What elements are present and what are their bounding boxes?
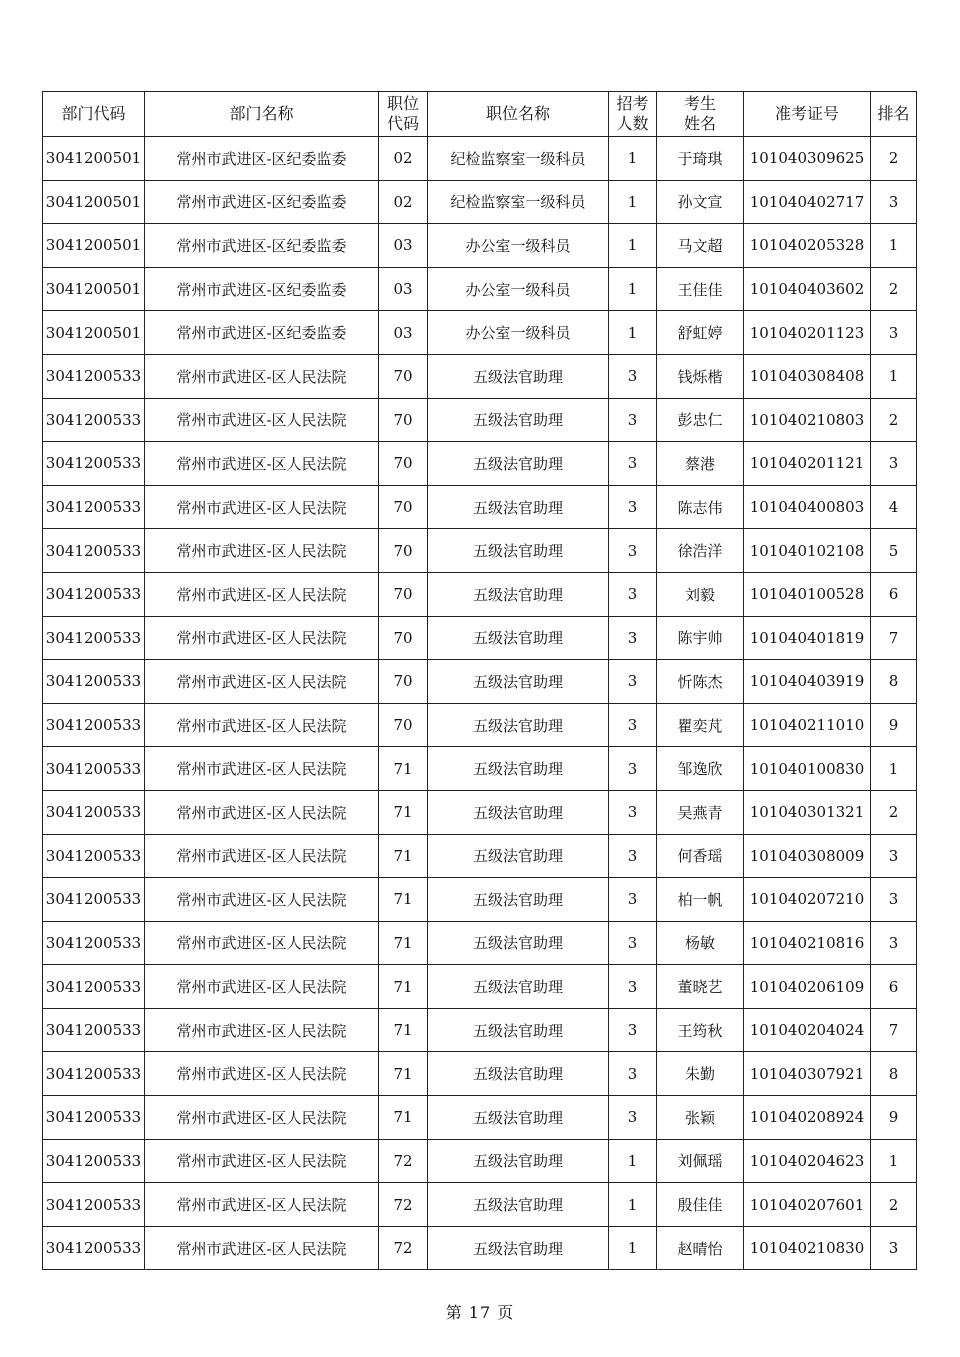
cell-rank: 8 <box>871 1052 917 1096</box>
cell-quota: 3 <box>609 1096 657 1140</box>
cell-position-name: 五级法官助理 <box>428 878 609 922</box>
cell-dept-name: 常州市武进区-区人民法院 <box>145 1183 379 1227</box>
cell-quota: 3 <box>609 485 657 529</box>
cell-ticket-number: 101040211010 <box>744 703 871 747</box>
column-header-line: 招考 <box>616 94 649 113</box>
cell-quota: 3 <box>609 616 657 660</box>
cell-position-code: 03 <box>379 267 428 311</box>
cell-dept-name: 常州市武进区-区人民法院 <box>145 572 379 616</box>
cell-candidate-name: 瞿奕芃 <box>657 703 744 747</box>
table-header <box>43 92 917 137</box>
header-row <box>43 92 917 137</box>
cell-quota: 1 <box>609 224 657 268</box>
column-header-line: 职位名称 <box>485 104 550 123</box>
cell-quota: 3 <box>609 1008 657 1052</box>
cell-rank: 3 <box>871 311 917 355</box>
column-header-line: 姓名 <box>683 114 716 133</box>
cell-dept-name: 常州市武进区-区人民法院 <box>145 398 379 442</box>
cell-ticket-number: 101040100528 <box>744 572 871 616</box>
cell-quota: 3 <box>609 354 657 398</box>
cell-dept-name: 常州市武进区-区人民法院 <box>145 442 379 486</box>
cell-dept-code: 3041200533 <box>43 703 145 747</box>
cell-quota: 3 <box>609 529 657 573</box>
cell-rank: 1 <box>871 224 917 268</box>
cell-candidate-name: 张颖 <box>657 1096 744 1140</box>
cell-position-code: 71 <box>379 834 428 878</box>
cell-ticket-number: 101040206109 <box>744 965 871 1009</box>
cell-ticket-number: 101040205328 <box>744 224 871 268</box>
cell-dept-code: 3041200501 <box>43 267 145 311</box>
cell-dept-name: 常州市武进区-区人民法院 <box>145 1226 379 1270</box>
cell-quota: 3 <box>609 790 657 834</box>
column-header-dept-name <box>145 92 379 137</box>
cell-dept-code: 3041200533 <box>43 965 145 1009</box>
cell-candidate-name: 陈志伟 <box>657 485 744 529</box>
cell-position-name: 五级法官助理 <box>428 1008 609 1052</box>
cell-ticket-number: 101040210803 <box>744 398 871 442</box>
cell-dept-code: 3041200533 <box>43 529 145 573</box>
cell-ticket-number: 101040201121 <box>744 442 871 486</box>
cell-rank: 7 <box>871 1008 917 1052</box>
cell-rank: 3 <box>871 834 917 878</box>
table-row <box>43 354 917 398</box>
cell-position-code: 70 <box>379 442 428 486</box>
cell-position-name: 办公室一级科员 <box>428 224 609 268</box>
cell-position-name: 五级法官助理 <box>428 354 609 398</box>
cell-position-name: 五级法官助理 <box>428 442 609 486</box>
cell-position-code: 70 <box>379 485 428 529</box>
cell-ticket-number: 101040402717 <box>744 180 871 224</box>
cell-dept-code: 3041200533 <box>43 1183 145 1227</box>
table-row <box>43 660 917 704</box>
cell-quota: 3 <box>609 921 657 965</box>
table-row <box>43 137 917 181</box>
cell-ticket-number: 101040201123 <box>744 311 871 355</box>
cell-position-name: 五级法官助理 <box>428 1139 609 1183</box>
cell-position-name: 五级法官助理 <box>428 1183 609 1227</box>
cell-position-name: 五级法官助理 <box>428 747 609 791</box>
cell-ticket-number: 101040204623 <box>744 1139 871 1183</box>
cell-position-name: 五级法官助理 <box>428 572 609 616</box>
cell-quota: 1 <box>609 311 657 355</box>
cell-dept-name: 常州市武进区-区人民法院 <box>145 1139 379 1183</box>
cell-rank: 8 <box>871 660 917 704</box>
cell-candidate-name: 刘毅 <box>657 572 744 616</box>
column-header-line: 部门代码 <box>61 104 126 123</box>
cell-candidate-name: 赵晴怡 <box>657 1226 744 1270</box>
table-row <box>43 485 917 529</box>
cell-position-name: 五级法官助理 <box>428 921 609 965</box>
table-row <box>43 398 917 442</box>
table-row <box>43 790 917 834</box>
cell-position-name: 五级法官助理 <box>428 1226 609 1270</box>
cell-quota: 1 <box>609 137 657 181</box>
column-header-line: 考生 <box>683 94 716 113</box>
table-row <box>43 1008 917 1052</box>
table-row <box>43 616 917 660</box>
cell-dept-code: 3041200533 <box>43 354 145 398</box>
cell-position-code: 70 <box>379 660 428 704</box>
cell-quota: 3 <box>609 878 657 922</box>
cell-ticket-number: 101040210830 <box>744 1226 871 1270</box>
cell-candidate-name: 王佳佳 <box>657 267 744 311</box>
cell-position-code: 70 <box>379 616 428 660</box>
cell-position-code: 71 <box>379 965 428 1009</box>
cell-dept-name: 常州市武进区-区人民法院 <box>145 703 379 747</box>
cell-dept-code: 3041200533 <box>43 834 145 878</box>
cell-dept-code: 3041200501 <box>43 224 145 268</box>
page-number: 第 17 页 <box>445 1303 515 1322</box>
cell-ticket-number: 101040401819 <box>744 616 871 660</box>
cell-position-name: 五级法官助理 <box>428 485 609 529</box>
cell-ticket-number: 101040100830 <box>744 747 871 791</box>
cell-dept-code: 3041200533 <box>43 1052 145 1096</box>
table-row <box>43 224 917 268</box>
cell-position-code: 72 <box>379 1226 428 1270</box>
cell-candidate-name: 董晓艺 <box>657 965 744 1009</box>
cell-rank: 3 <box>871 921 917 965</box>
cell-quota: 1 <box>609 267 657 311</box>
cell-rank: 2 <box>871 137 917 181</box>
cell-quota: 3 <box>609 660 657 704</box>
column-header-dept-code <box>43 92 145 137</box>
cell-position-name: 五级法官助理 <box>428 834 609 878</box>
cell-position-code: 70 <box>379 703 428 747</box>
cell-dept-code: 3041200533 <box>43 398 145 442</box>
table-row <box>43 1183 917 1227</box>
cell-rank: 3 <box>871 442 917 486</box>
cell-dept-name: 常州市武进区-区人民法院 <box>145 834 379 878</box>
cell-ticket-number: 101040204024 <box>744 1008 871 1052</box>
cell-position-code: 03 <box>379 224 428 268</box>
cell-position-code: 71 <box>379 878 428 922</box>
table-row <box>43 878 917 922</box>
cell-position-name: 五级法官助理 <box>428 529 609 573</box>
cell-dept-code: 3041200533 <box>43 616 145 660</box>
cell-position-name: 五级法官助理 <box>428 1096 609 1140</box>
cell-dept-name: 常州市武进区-区人民法院 <box>145 1096 379 1140</box>
column-header-line: 排名 <box>877 104 910 123</box>
cell-position-code: 71 <box>379 1096 428 1140</box>
cell-candidate-name: 柏一帆 <box>657 878 744 922</box>
table-row <box>43 572 917 616</box>
cell-position-code: 71 <box>379 1008 428 1052</box>
column-header-ticket-number <box>744 92 871 137</box>
cell-dept-name: 常州市武进区-区纪委监委 <box>145 180 379 224</box>
cell-position-code: 71 <box>379 1052 428 1096</box>
cell-position-code: 70 <box>379 529 428 573</box>
cell-rank: 6 <box>871 965 917 1009</box>
cell-rank: 3 <box>871 1226 917 1270</box>
cell-dept-code: 3041200533 <box>43 790 145 834</box>
cell-quota: 3 <box>609 1052 657 1096</box>
cell-dept-code: 3041200533 <box>43 1096 145 1140</box>
cell-candidate-name: 孙文宣 <box>657 180 744 224</box>
cell-dept-name: 常州市武进区-区纪委监委 <box>145 224 379 268</box>
cell-quota: 3 <box>609 965 657 1009</box>
table-row <box>43 267 917 311</box>
cell-candidate-name: 马文超 <box>657 224 744 268</box>
cell-dept-code: 3041200501 <box>43 311 145 355</box>
column-header-candidate-name <box>657 92 744 137</box>
cell-dept-name: 常州市武进区-区人民法院 <box>145 878 379 922</box>
results-table <box>42 91 917 1270</box>
cell-quota: 3 <box>609 703 657 747</box>
cell-position-code: 70 <box>379 354 428 398</box>
cell-position-name: 纪检监察室一级科员 <box>428 180 609 224</box>
column-header-line: 部门名称 <box>229 104 294 123</box>
table-row <box>43 965 917 1009</box>
cell-candidate-name: 彭忠仁 <box>657 398 744 442</box>
cell-dept-code: 3041200533 <box>43 1226 145 1270</box>
cell-ticket-number: 101040307921 <box>744 1052 871 1096</box>
cell-dept-name: 常州市武进区-区人民法院 <box>145 485 379 529</box>
cell-candidate-name: 殷佳佳 <box>657 1183 744 1227</box>
cell-candidate-name: 于琦琪 <box>657 137 744 181</box>
table-row <box>43 311 917 355</box>
cell-rank: 2 <box>871 267 917 311</box>
column-header-line: 准考证号 <box>774 104 839 123</box>
cell-candidate-name: 徐浩洋 <box>657 529 744 573</box>
cell-candidate-name: 杨敏 <box>657 921 744 965</box>
table-row <box>43 1096 917 1140</box>
cell-rank: 7 <box>871 616 917 660</box>
cell-dept-name: 常州市武进区-区纪委监委 <box>145 267 379 311</box>
cell-quota: 3 <box>609 572 657 616</box>
cell-position-name: 五级法官助理 <box>428 660 609 704</box>
cell-position-code: 02 <box>379 137 428 181</box>
table-body <box>43 137 917 1270</box>
cell-dept-code: 3041200533 <box>43 1139 145 1183</box>
cell-dept-code: 3041200533 <box>43 485 145 529</box>
cell-rank: 6 <box>871 572 917 616</box>
cell-position-code: 71 <box>379 921 428 965</box>
cell-ticket-number: 101040207210 <box>744 878 871 922</box>
cell-ticket-number: 101040308009 <box>744 834 871 878</box>
cell-dept-name: 常州市武进区-区纪委监委 <box>145 137 379 181</box>
column-header-rank <box>871 92 917 137</box>
table-row <box>43 180 917 224</box>
cell-rank: 3 <box>871 878 917 922</box>
column-header-line: 代码 <box>386 114 419 133</box>
cell-dept-name: 常州市武进区-区人民法院 <box>145 790 379 834</box>
cell-position-name: 五级法官助理 <box>428 790 609 834</box>
column-header-position-name <box>428 92 609 137</box>
table-row <box>43 1226 917 1270</box>
cell-position-name: 五级法官助理 <box>428 965 609 1009</box>
cell-rank: 2 <box>871 790 917 834</box>
cell-dept-code: 3041200533 <box>43 878 145 922</box>
cell-quota: 1 <box>609 1139 657 1183</box>
cell-dept-name: 常州市武进区-区人民法院 <box>145 965 379 1009</box>
cell-quota: 1 <box>609 180 657 224</box>
cell-rank: 2 <box>871 1183 917 1227</box>
column-header-line: 职位 <box>386 94 419 113</box>
cell-position-code: 72 <box>379 1183 428 1227</box>
cell-position-name: 纪检监察室一级科员 <box>428 137 609 181</box>
cell-ticket-number: 101040308408 <box>744 354 871 398</box>
cell-rank: 9 <box>871 703 917 747</box>
cell-ticket-number: 101040403602 <box>744 267 871 311</box>
cell-dept-code: 3041200533 <box>43 921 145 965</box>
table-row <box>43 529 917 573</box>
cell-position-name: 五级法官助理 <box>428 703 609 747</box>
cell-candidate-name: 邹逸欣 <box>657 747 744 791</box>
cell-dept-name: 常州市武进区-区人民法院 <box>145 921 379 965</box>
cell-ticket-number: 101040102108 <box>744 529 871 573</box>
cell-position-code: 71 <box>379 747 428 791</box>
cell-quota: 3 <box>609 747 657 791</box>
table-row <box>43 703 917 747</box>
cell-candidate-name: 钱烁楷 <box>657 354 744 398</box>
cell-candidate-name: 何香瑶 <box>657 834 744 878</box>
cell-rank: 1 <box>871 1139 917 1183</box>
cell-ticket-number: 101040400803 <box>744 485 871 529</box>
cell-quota: 1 <box>609 1226 657 1270</box>
cell-rank: 2 <box>871 398 917 442</box>
column-header-position-code <box>379 92 428 137</box>
cell-dept-name: 常州市武进区-区人民法院 <box>145 1052 379 1096</box>
cell-rank: 4 <box>871 485 917 529</box>
cell-position-name: 五级法官助理 <box>428 616 609 660</box>
cell-dept-name: 常州市武进区-区人民法院 <box>145 660 379 704</box>
table-row <box>43 1052 917 1096</box>
cell-quota: 3 <box>609 834 657 878</box>
cell-dept-code: 3041200533 <box>43 572 145 616</box>
cell-quota: 1 <box>609 1183 657 1227</box>
cell-position-code: 70 <box>379 572 428 616</box>
cell-position-code: 02 <box>379 180 428 224</box>
cell-dept-code: 3041200533 <box>43 1008 145 1052</box>
table-row <box>43 442 917 486</box>
cell-candidate-name: 陈宇帅 <box>657 616 744 660</box>
cell-ticket-number: 101040403919 <box>744 660 871 704</box>
cell-position-name: 五级法官助理 <box>428 1052 609 1096</box>
cell-dept-code: 3041200533 <box>43 747 145 791</box>
table-row <box>43 747 917 791</box>
cell-dept-name: 常州市武进区-区纪委监委 <box>145 311 379 355</box>
cell-dept-name: 常州市武进区-区人民法院 <box>145 354 379 398</box>
cell-ticket-number: 101040208924 <box>744 1096 871 1140</box>
table-row <box>43 834 917 878</box>
cell-ticket-number: 101040309625 <box>744 137 871 181</box>
table-row <box>43 1139 917 1183</box>
cell-dept-name: 常州市武进区-区人民法院 <box>145 747 379 791</box>
cell-candidate-name: 王筠秋 <box>657 1008 744 1052</box>
cell-position-code: 71 <box>379 790 428 834</box>
cell-rank: 3 <box>871 180 917 224</box>
cell-position-name: 五级法官助理 <box>428 398 609 442</box>
cell-candidate-name: 朱勤 <box>657 1052 744 1096</box>
cell-dept-name: 常州市武进区-区人民法院 <box>145 1008 379 1052</box>
cell-candidate-name: 忻陈杰 <box>657 660 744 704</box>
cell-dept-name: 常州市武进区-区人民法院 <box>145 616 379 660</box>
cell-dept-code: 3041200533 <box>43 660 145 704</box>
cell-dept-code: 3041200501 <box>43 180 145 224</box>
cell-rank: 5 <box>871 529 917 573</box>
cell-ticket-number: 101040210816 <box>744 921 871 965</box>
cell-quota: 3 <box>609 398 657 442</box>
column-header-quota <box>609 92 657 137</box>
cell-candidate-name: 舒虹婷 <box>657 311 744 355</box>
cell-dept-name: 常州市武进区-区人民法院 <box>145 529 379 573</box>
cell-rank: 9 <box>871 1096 917 1140</box>
cell-candidate-name: 刘佩瑶 <box>657 1139 744 1183</box>
cell-quota: 3 <box>609 442 657 486</box>
cell-candidate-name: 吴燕青 <box>657 790 744 834</box>
cell-position-code: 72 <box>379 1139 428 1183</box>
cell-position-code: 70 <box>379 398 428 442</box>
cell-dept-code: 3041200533 <box>43 442 145 486</box>
cell-candidate-name: 蔡港 <box>657 442 744 486</box>
cell-ticket-number: 101040207601 <box>744 1183 871 1227</box>
cell-position-code: 03 <box>379 311 428 355</box>
cell-ticket-number: 101040301321 <box>744 790 871 834</box>
table-row <box>43 921 917 965</box>
cell-position-name: 办公室一级科员 <box>428 311 609 355</box>
column-header-line: 人数 <box>616 114 649 133</box>
cell-rank: 1 <box>871 354 917 398</box>
cell-position-name: 办公室一级科员 <box>428 267 609 311</box>
cell-rank: 1 <box>871 747 917 791</box>
cell-dept-code: 3041200501 <box>43 137 145 181</box>
